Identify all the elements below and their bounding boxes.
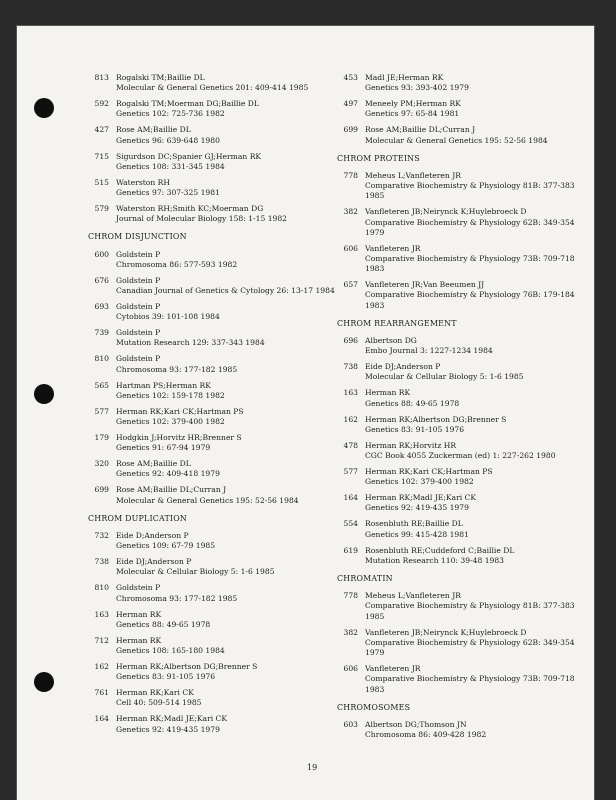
reference-citation: Genetics 88: 49-65 1978: [116, 619, 211, 629]
reference-authors: Meheus L;Vanfleteren JR: [365, 171, 461, 181]
reference-number: 810: [94, 354, 109, 364]
reference-citation: 1979: [365, 648, 385, 658]
reference-citation: Genetics 102: 379-400 1982: [116, 417, 225, 427]
reference-citation: 1983: [365, 300, 385, 310]
reference-authors: Goldstein P: [116, 249, 161, 259]
reference-entry: [88, 714, 338, 734]
reference-entry: [337, 591, 595, 622]
reference-citation: Comparative Biochemistry & Physiology 81B: 377-383: [365, 181, 575, 191]
reference-entry: [88, 354, 338, 374]
reference-entry: [88, 381, 338, 401]
reference-entry: [88, 73, 338, 93]
section-heading: CHROM DUPLICATION: [88, 513, 188, 523]
reference-authors: Herman RK: [116, 635, 162, 645]
reference-entry: [337, 73, 595, 93]
reference-entry: [337, 280, 595, 311]
reference-citation: Genetics 108: 331-345 1984: [116, 161, 225, 171]
reference-citation: Genetics 96: 639-648 1980: [116, 135, 220, 145]
reference-citation: Canadian Journal of Genetics & Cytology 26: 13-17 1984: [116, 286, 335, 296]
reference-citation: 1979: [365, 227, 385, 237]
reference-number: 778: [343, 171, 358, 181]
right-column: [337, 73, 595, 746]
reference-citation: 1985: [365, 191, 385, 201]
reference-citation: Genetics 108: 165-180 1984: [116, 646, 225, 656]
reference-entry: [337, 493, 595, 513]
reference-citation: Chromosoma 86: 577-593 1982: [116, 259, 238, 269]
reference-citation: Comparative Biochemistry & Physiology 76B: 179-184: [365, 290, 575, 300]
reference-citation: Genetics 91: 67-94 1979: [116, 443, 211, 453]
reference-citation: Chromosoma 93: 177-182 1985: [116, 364, 238, 374]
reference-entry: [88, 125, 338, 145]
reference-citation: Comparative Biochemistry & Physiology 73B: 709-718: [365, 674, 575, 684]
reference-number: 603: [343, 719, 358, 729]
reference-citation: Molecular & General Genetics 201: 409-414 1985: [116, 83, 309, 93]
reference-authors: Waterston RH;Smith KC;Moerman DG: [116, 204, 264, 214]
reference-authors: Rogalski TM;Baillie DL: [116, 73, 205, 82]
reference-entry: [88, 688, 338, 708]
reference-authors: Madl JE;Herman RK: [365, 73, 444, 82]
reference-number: 163: [343, 388, 358, 398]
reference-number: 382: [343, 627, 358, 637]
reference-number: 320: [94, 459, 109, 469]
reference-citation: Genetics 88: 49-65 1978: [365, 398, 460, 408]
reference-authors: Albertson DG: [365, 336, 417, 346]
reference-authors: Herman RK;Kari CK;Hartman PS: [116, 406, 244, 416]
reference-citation: Genetics 102: 725-736 1982: [116, 109, 225, 119]
reference-citation: Genetics 92: 419-435 1979: [116, 724, 220, 734]
reference-entry: [88, 557, 338, 577]
reference-citation: CGC Book 4055 Zuckerman (ed) 1: 227-262 1980: [365, 451, 556, 461]
reference-authors: Waterston RH: [116, 177, 171, 187]
reference-number: 738: [94, 557, 109, 567]
reference-number: 162: [343, 414, 358, 424]
reference-entry: [337, 415, 595, 435]
reference-citation: Genetics 97: 307-325 1981: [116, 188, 220, 198]
reference-entry: [337, 441, 595, 461]
reference-number: 606: [343, 243, 358, 253]
reference-entry: [88, 636, 338, 656]
reference-number: 657: [343, 280, 358, 290]
reference-number: 738: [343, 362, 358, 372]
reference-number: 693: [94, 302, 109, 312]
left-column: [88, 73, 338, 741]
reference-number: 164: [94, 714, 109, 724]
reference-citation: 1985: [365, 611, 385, 621]
reference-entry: [88, 531, 338, 551]
reference-authors: Herman RK;Madl JE;Kari CK: [365, 493, 477, 503]
reference-authors: Eide DJ;Anderson P: [116, 557, 192, 567]
reference-entry: [337, 336, 595, 356]
reference-entry: [337, 664, 595, 695]
section-heading: CHROMOSOMES: [337, 702, 411, 712]
reference-citation: Comparative Biochemistry & Physiology 62B: 349-354: [365, 637, 575, 647]
reference-number: 179: [94, 433, 109, 443]
reference-number: 478: [343, 440, 358, 450]
reference-entry: [88, 328, 338, 348]
reference-number: 497: [343, 99, 358, 109]
reference-citation: Molecular & General Genetics 195: 52-56 1984: [116, 495, 299, 505]
reference-entry: [88, 204, 338, 224]
reference-entry: [88, 485, 338, 505]
section-heading: CHROMATIN: [337, 574, 393, 584]
reference-citation: Comparative Biochemistry & Physiology 81B: 377-383: [365, 601, 575, 611]
reference-authors: Goldstein P: [116, 354, 161, 364]
reference-number: 699: [94, 485, 109, 495]
reference-number: 676: [94, 275, 109, 285]
reference-entry: [337, 244, 595, 275]
reference-citation: 1983: [365, 264, 385, 274]
reference-citation: Genetics 102: 379-400 1982: [365, 477, 474, 487]
reference-number: 515: [94, 177, 109, 187]
reference-entry: [337, 362, 595, 382]
reference-citation: Comparative Biochemistry & Physiology 73B: 709-718: [365, 254, 575, 264]
reference-citation: Comparative Biochemistry & Physiology 62B: 349-354: [365, 217, 575, 227]
binder-hole: [34, 98, 54, 118]
reference-number: 554: [343, 519, 358, 529]
reference-authors: Vanfleteren JR: [365, 664, 421, 674]
reference-entry: [337, 125, 595, 145]
reference-authors: Herman RK;Horvitz HR: [365, 440, 457, 450]
reference-authors: Vanfleteren JR;Van Beeumen JJ: [365, 280, 485, 290]
section-heading: CHROM DISJUNCTION: [88, 232, 187, 242]
reference-citation: Molecular & General Genetics 195: 52-56 1984: [365, 135, 548, 145]
reference-authors: Meheus L;Vanfleteren JR: [365, 591, 461, 601]
reference-citation: Genetics 99: 415-428 1981: [365, 529, 469, 539]
reference-entry: [337, 467, 595, 487]
section-heading: CHROM REARRANGEMENT: [337, 318, 457, 328]
reference-citation: Genetics 109: 67-79 1985: [116, 541, 216, 551]
reference-number: 577: [343, 467, 358, 477]
reference-authors: Vanfleteren JR: [365, 243, 421, 253]
reference-authors: Rosenbluth RE;Cuddeford C;Baillie DL: [365, 545, 515, 555]
reference-number: 712: [94, 635, 109, 645]
reference-citation: Genetics 93: 393-402 1979: [365, 83, 469, 93]
reference-number: 579: [94, 204, 109, 214]
reference-entry: [337, 519, 595, 539]
reference-number: 565: [94, 380, 109, 390]
reference-entry: [88, 407, 338, 427]
document-page: [17, 26, 594, 800]
reference-number: 577: [94, 406, 109, 416]
reference-citation: Journal of Molecular Biology 158: 1-15 1982: [116, 214, 288, 224]
reference-authors: Meneely PM;Herman RK: [365, 99, 461, 109]
reference-entry: [337, 720, 595, 740]
reference-citation: Mutation Research 110: 39-48 1983: [365, 555, 505, 565]
reference-authors: Goldstein P: [116, 275, 161, 285]
reference-citation: Molecular & Cellular Biology 5: 1-6 1985: [365, 372, 524, 382]
reference-number: 592: [94, 99, 109, 109]
reference-number: 619: [343, 545, 358, 555]
reference-number: 778: [343, 591, 358, 601]
reference-entry: [88, 178, 338, 198]
reference-entry: [88, 610, 338, 630]
reference-authors: Herman RK;Albertson DG;Brenner S: [365, 414, 507, 424]
reference-entry: [88, 276, 338, 296]
reference-citation: Genetics 83: 91-105 1976: [116, 672, 216, 682]
reference-authors: Vanfleteren JB;Neirynck K;Huylebroeck D: [365, 207, 527, 217]
reference-entry: [88, 662, 338, 682]
reference-authors: Herman RK;Albertson DG;Brenner S: [116, 662, 258, 672]
reference-number: 813: [94, 73, 109, 82]
reference-entry: [337, 171, 595, 202]
reference-authors: Eide D;Anderson P: [116, 531, 189, 541]
reference-entry: [337, 99, 595, 119]
reference-number: 600: [94, 249, 109, 259]
reference-entry: [337, 546, 595, 566]
reference-citation: Genetics 83: 91-105 1976: [365, 424, 465, 434]
reference-citation: Mutation Research 129: 337-343 1984: [116, 338, 265, 348]
reference-entry: [88, 302, 338, 322]
reference-number: 732: [94, 531, 109, 541]
reference-entry: [88, 99, 338, 119]
reference-citation: Chromosoma 86: 409-428 1982: [365, 730, 487, 740]
reference-authors: Herman RK;Madl JE;Kari CK: [116, 714, 228, 724]
reference-authors: Hartman PS;Herman RK: [116, 380, 211, 390]
reference-citation: 1983: [365, 684, 385, 694]
reference-authors: Herman RK;Kari CK;Hartman PS: [365, 467, 493, 477]
reference-authors: Rosenbluth RE;Baillie DL: [365, 519, 463, 529]
page-number: 19: [307, 763, 318, 772]
reference-entry: [337, 207, 595, 238]
reference-entry: [337, 388, 595, 408]
reference-authors: Rose AM;Baillie DL;Curran J: [365, 125, 476, 135]
reference-authors: Albertson DG;Thomson JN: [365, 719, 467, 729]
reference-authors: Vanfleteren JB;Neirynck K;Huylebroeck D: [365, 627, 527, 637]
reference-citation: Embo Journal 3: 1227-1234 1984: [365, 346, 493, 356]
reference-number: 453: [343, 73, 358, 82]
reference-authors: Herman RK: [365, 388, 411, 398]
reference-authors: Rose AM;Baillie DL: [116, 459, 191, 469]
reference-authors: Rogalski TM;Moerman DG;Baillie DL: [116, 99, 259, 109]
reference-authors: Rose AM;Baillie DL: [116, 125, 191, 135]
reference-number: 715: [94, 151, 109, 161]
reference-authors: Hodgkin J;Horvitz HR;Brenner S: [116, 433, 242, 443]
reference-number: 761: [94, 688, 109, 698]
reference-authors: Goldstein P: [116, 302, 161, 312]
reference-citation: Genetics 97: 65-84 1981: [365, 109, 460, 119]
reference-citation: Genetics 92: 419-435 1979: [365, 503, 469, 513]
reference-citation: Molecular & Cellular Biology 5: 1-6 1985: [116, 567, 275, 577]
reference-citation: Chromosoma 93: 177-182 1985: [116, 593, 238, 603]
section-heading: CHROM PROTEINS: [337, 153, 420, 163]
reference-number: 739: [94, 328, 109, 338]
reference-citation: Cytobios 39: 101-108 1984: [116, 312, 220, 322]
reference-number: 606: [343, 664, 358, 674]
reference-entry: [88, 250, 338, 270]
reference-number: 699: [343, 125, 358, 135]
reference-citation: Genetics 92: 409-418 1979: [116, 469, 220, 479]
reference-entry: [88, 433, 338, 453]
reference-number: 696: [343, 336, 358, 346]
reference-authors: Rose AM;Baillie DL;Curran J: [116, 485, 227, 495]
reference-number: 164: [343, 493, 358, 503]
reference-entry: [88, 459, 338, 479]
reference-citation: Cell 40: 509-514 1985: [116, 698, 202, 708]
reference-authors: Herman RK: [116, 609, 162, 619]
reference-authors: Eide DJ;Anderson P: [365, 362, 441, 372]
reference-number: 810: [94, 583, 109, 593]
binder-hole: [34, 384, 54, 404]
reference-authors: Goldstein P: [116, 583, 161, 593]
reference-authors: Goldstein P: [116, 328, 161, 338]
reference-entry: [337, 628, 595, 659]
reference-number: 427: [94, 125, 109, 135]
binder-hole: [34, 672, 54, 692]
reference-authors: Herman RK;Kari CK: [116, 688, 194, 698]
reference-number: 163: [94, 609, 109, 619]
reference-entry: [88, 583, 338, 603]
reference-number: 382: [343, 207, 358, 217]
reference-citation: Genetics 102: 159-178 1982: [116, 390, 225, 400]
reference-authors: Sigurdson DC;Spanier GJ;Herman RK: [116, 151, 262, 161]
reference-entry: [88, 152, 338, 172]
reference-number: 162: [94, 662, 109, 672]
